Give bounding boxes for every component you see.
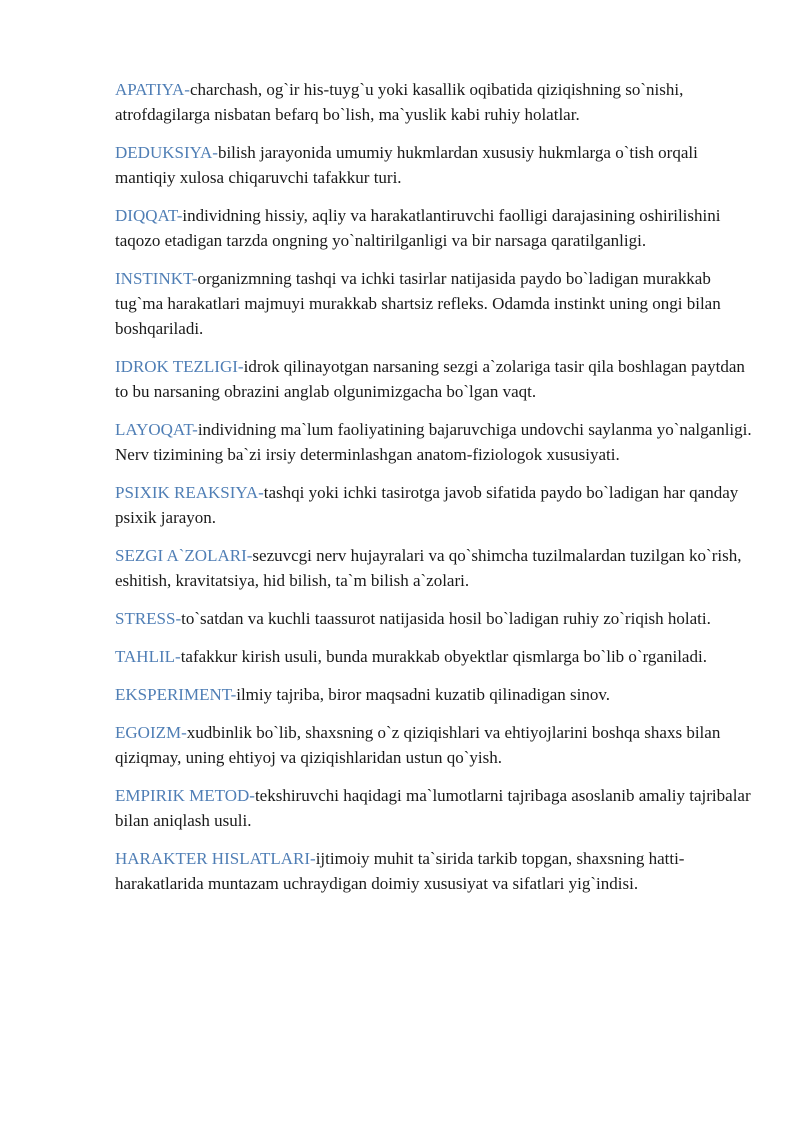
glossary-definition: individning ma`lum faoliyatining bajaruvchiga undovchi saylanma yo`nalganligi. Nerv tizimining ba`zi irsiy determinlashgan anatom-fiziologok xususiyati.	[115, 420, 752, 464]
term-separator: -	[191, 269, 198, 288]
glossary-definition: idrok qilinayotgan narsaning sezgi a`zolariga tasir qila boshlagan paytdan to bu narsaning obrazini anglab olgunimizgacha bo`lgan vaqt.	[115, 357, 745, 401]
glossary-entry-empirik-metod	[115, 783, 755, 833]
term-separator: -	[181, 723, 187, 742]
glossary-entry-layoqat	[115, 417, 755, 467]
glossary-entry-stress	[115, 606, 755, 631]
term-separator: -	[175, 609, 182, 628]
term-separator: -	[175, 647, 181, 666]
glossary-definition: to`satdan va kuchli taassurot natijasida hosil bo`ladigan ruhiy zo`riqish holati.	[181, 609, 711, 628]
glossary-definition: organizmning tashqi va ichki tasirlar natijasida paydo bo`ladigan murakkab tug`ma harakatlari majmuyi murakkab shartsiz refleks. Odamda instinkt uning ongi bilan boshqariladi.	[115, 269, 721, 338]
glossary-entry-idrok-tezligi	[115, 354, 755, 404]
glossary-entry-deduksiya	[115, 140, 755, 190]
glossary-term: PSIXIK REAKSIYA	[115, 483, 259, 502]
term-separator: -	[249, 786, 255, 805]
glossary-term: DIQQAT	[115, 206, 177, 225]
glossary-entry-apatiya	[115, 77, 755, 127]
term-separator: -	[212, 143, 218, 162]
glossary-term: IDROK TEZLIGI	[115, 357, 238, 376]
term-separator: -	[246, 546, 253, 565]
term-separator: -	[230, 685, 237, 704]
glossary-term: LAYOQAT	[115, 420, 193, 439]
glossary-definition: sezuvcgi nerv hujayralari va qo`shimcha tuzilmalardan tuzilgan ko`rish, eshitish, kravitatsiya, hid bilish, ta`m bilish a`zolari.	[115, 546, 742, 590]
term-separator: -	[310, 849, 316, 868]
glossary-term: TAHLIL	[115, 647, 176, 666]
glossary-term: EGOIZM	[115, 723, 182, 742]
glossary-definition: tashqi yoki ichki tasirotga javob sifatida paydo bo`ladigan har qanday psixik jarayon.	[115, 483, 739, 527]
glossary-entry-diqqat	[115, 203, 755, 253]
glossary-term: APATIYA	[115, 80, 185, 99]
term-separator: -	[192, 420, 198, 439]
glossary-definition: bilish jarayonida umumiy hukmlardan xususiy hukmlarga o`tish orqali mantiqiy xulosa chiqaruvchi tafakkur turi.	[115, 143, 698, 187]
glossary-term: EMPIRIK METOD	[115, 786, 250, 805]
glossary-definition: individning hissiy, aqliy va harakatlantiruvchi faolligi darajasining oshirilishini taqozo etadigan tarzda ongning yo`naltirilganligi va bir narsaga qaratilganligi.	[115, 206, 721, 250]
glossary-term: EKSPERIMENT	[115, 685, 231, 704]
term-separator: -	[176, 206, 183, 225]
glossary-term: INSTINKT	[115, 269, 192, 288]
glossary-definition: tekshiruvchi haqidagi ma`lumotlarni tajribaga asoslanib amaliy tajribalar bilan aniqlash usuli.	[115, 786, 751, 830]
glossary-term: SEZGI A`ZOLARI	[115, 546, 247, 565]
glossary-entry-egoizm	[115, 720, 755, 770]
term-separator: -	[237, 357, 244, 376]
glossary-term: STRESS	[115, 609, 176, 628]
glossary-definition: charchash, og`ir his-tuyg`u yoki kasallik oqibatida qiziqishning so`nishi, atrofdagilarga nisbatan befarq bo`lish, ma`yuslik kabi ruhiy holatlar.	[115, 80, 684, 124]
glossary-entry-psixik-reaksiya	[115, 480, 755, 530]
term-separator: -	[258, 483, 264, 502]
glossary-entry-sezgi-azolari	[115, 543, 755, 593]
glossary-entry-harakter-hislatlari	[115, 846, 755, 896]
glossary-term: DEDUKSIYA	[115, 143, 213, 162]
glossary-definition: ilmiy tajriba, biror maqsadni kuzatib qilinadigan sinov.	[236, 685, 611, 704]
glossary-list	[115, 77, 755, 909]
glossary-entry-eksperiment	[115, 682, 755, 707]
glossary-entry-instinkt	[115, 266, 755, 341]
glossary-definition: xudbinlik bo`lib, shaxsning o`z qiziqishlari va ehtiyojlarini boshqa shaxs bilan qiziqmay, uning ehtiyoj va qiziqishlaridan ustun qo`yish.	[115, 723, 721, 767]
glossary-definition: ijtimoiy muhit ta`sirida tarkib topgan, shaxsning hatti-harakatlarida muntazam uchraydigan doimiy xususiyat va sifatlari yig`indisi.	[115, 849, 685, 893]
glossary-definition: tafakkur kirish usuli, bunda murakkab obyektlar qismlarga bo`lib o`rganiladi.	[180, 647, 707, 666]
glossary-term: HARAKTER HISLATLARI	[115, 849, 311, 868]
term-separator: -	[184, 80, 190, 99]
glossary-entry-tahlil	[115, 644, 755, 669]
